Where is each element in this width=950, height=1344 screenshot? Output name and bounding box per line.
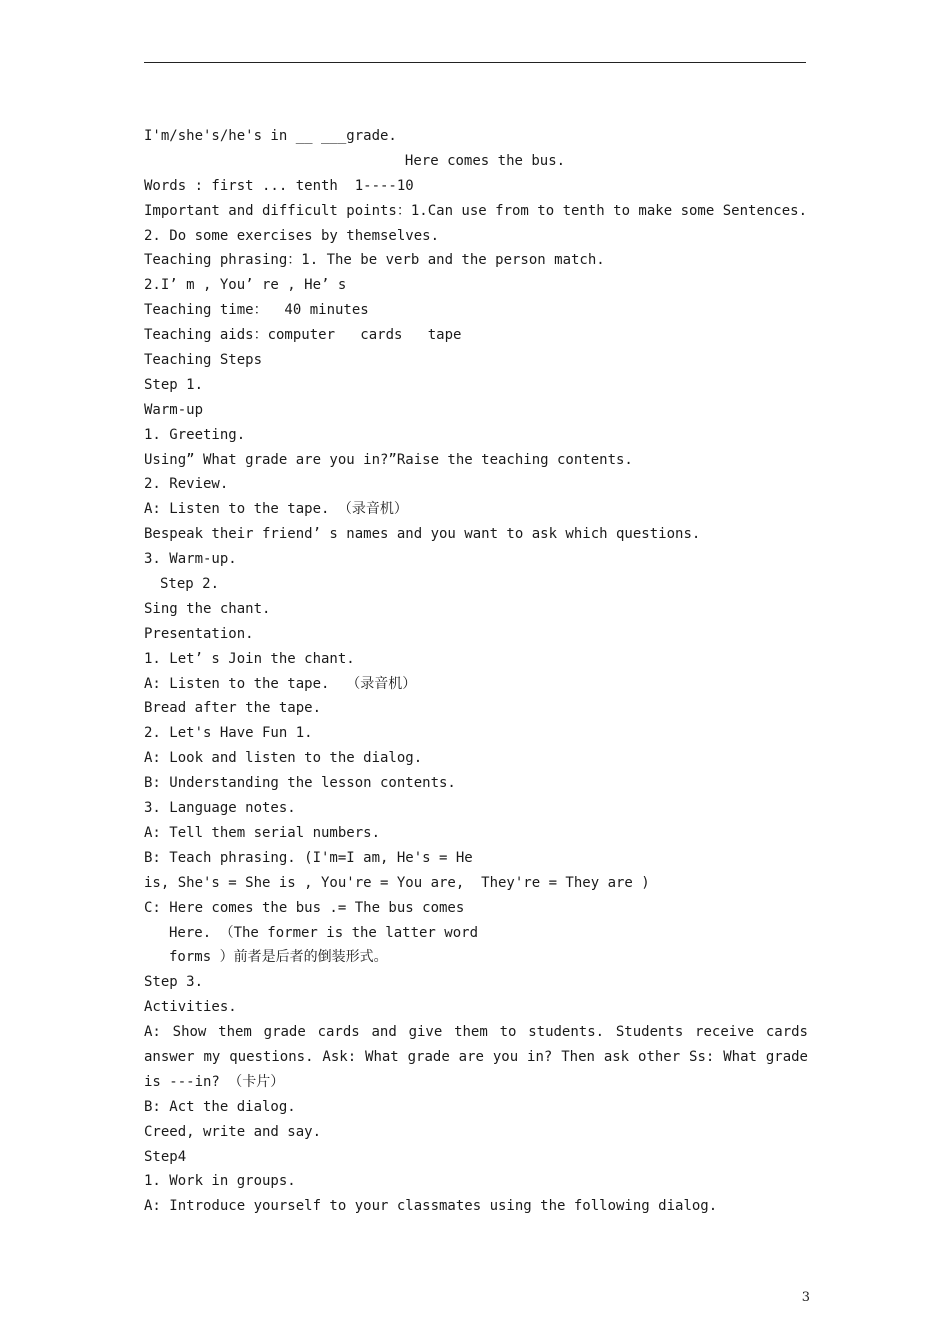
step-1-heading: Step 1. <box>144 376 204 393</box>
key-points-item-2: 2. Do some exercises by themselves. <box>144 227 440 244</box>
language-notes-item: 3. Language notes. <box>144 800 296 817</box>
header-rule <box>144 62 806 63</box>
review-listen-line: A: Listen to the tape. （录音机） <box>144 501 408 518</box>
answer-questions-line: answer my questions. Ask: What grade are you in? Then ask other Ss: What grade <box>144 1048 808 1065</box>
page-number: 3 <box>801 1290 810 1305</box>
sing-chant-line: Sing the chant. <box>144 600 271 617</box>
lesson-title: Here comes the bus. <box>404 152 566 169</box>
have-fun-item: 2. Let's Have Fun 1. <box>144 725 313 742</box>
step-3-heading: Step 3. <box>144 974 204 991</box>
introduce-yourself-line: A: Introduce yourself to your classmates using the following dialog. <box>144 1198 718 1215</box>
key-points-line: Important and difficult points：1.Can use from to tenth to make some Sentences. <box>144 202 808 219</box>
here-comes-line: C: Here comes the bus .= The bus comes <box>144 899 465 916</box>
activities-heading: Activities. <box>144 999 237 1016</box>
greeting-item: 1. Greeting. <box>144 426 246 443</box>
review-bespeak-line: Bespeak their friend’ s names and you want to ask which questions. <box>144 526 701 543</box>
serial-numbers-line: A: Tell them serial numbers. <box>144 824 381 841</box>
step-4-heading: Step4 <box>144 1148 187 1165</box>
look-listen-line: A: Look and listen to the dialog. <box>144 750 423 767</box>
teaching-steps-heading: Teaching Steps <box>144 352 263 369</box>
act-dialog-line: B: Act the dialog. <box>144 1098 296 1115</box>
bread-after-line: Bread after the tape. <box>144 700 322 717</box>
cards-note-line: is ---in? （卡片） <box>144 1073 285 1090</box>
presentation-heading: Presentation. <box>144 625 254 642</box>
grade-cards-line: A: Show them grade cards and give them to students. Students receive cards <box>144 1024 808 1041</box>
former-latter-line: Here. （The former is the latter word <box>169 924 479 941</box>
words-line: Words : first ... tenth 1----10 <box>144 177 414 194</box>
work-groups-item: 1. Work in groups. <box>144 1173 296 1190</box>
teach-phrasing-line: B: Teach phrasing. (I'm=I am, He's = He <box>144 849 473 866</box>
teaching-phrasing-item-2: 2.I’ m , You’ re , He’ s <box>144 277 347 294</box>
document-body <box>144 124 808 1219</box>
inversion-note-line: forms ）前者是后者的倒装形式。 <box>169 949 388 966</box>
warm-up-heading: Warm-up <box>144 401 204 418</box>
step-2-heading: Step 2. <box>160 576 220 593</box>
contractions-line: is, She's = She is , You're = You are, They're = They are ) <box>144 874 650 891</box>
teaching-phrasing-line: Teaching phrasing：1. The be verb and the person match. <box>144 252 605 269</box>
teaching-aids-line: Teaching aids：computer cards tape <box>144 327 462 344</box>
review-item: 2. Review. <box>144 476 229 493</box>
teaching-time-line: Teaching time： 40 minutes <box>144 302 369 319</box>
warm-up-item: 3. Warm-up. <box>144 551 237 568</box>
listen-tape-line: A: Listen to the tape. （录音机） <box>144 675 417 692</box>
join-chant-item: 1. Let’ s Join the chant. <box>144 650 355 667</box>
grade-sentence-line: I'm/she's/he's in __ ___grade. <box>144 128 397 144</box>
creed-write-line: Creed, write and say. <box>144 1123 322 1140</box>
understanding-line: B: Understanding the lesson contents. <box>144 775 456 792</box>
greeting-detail: Using” What grade are you in?”Raise the teaching contents. <box>144 451 633 468</box>
